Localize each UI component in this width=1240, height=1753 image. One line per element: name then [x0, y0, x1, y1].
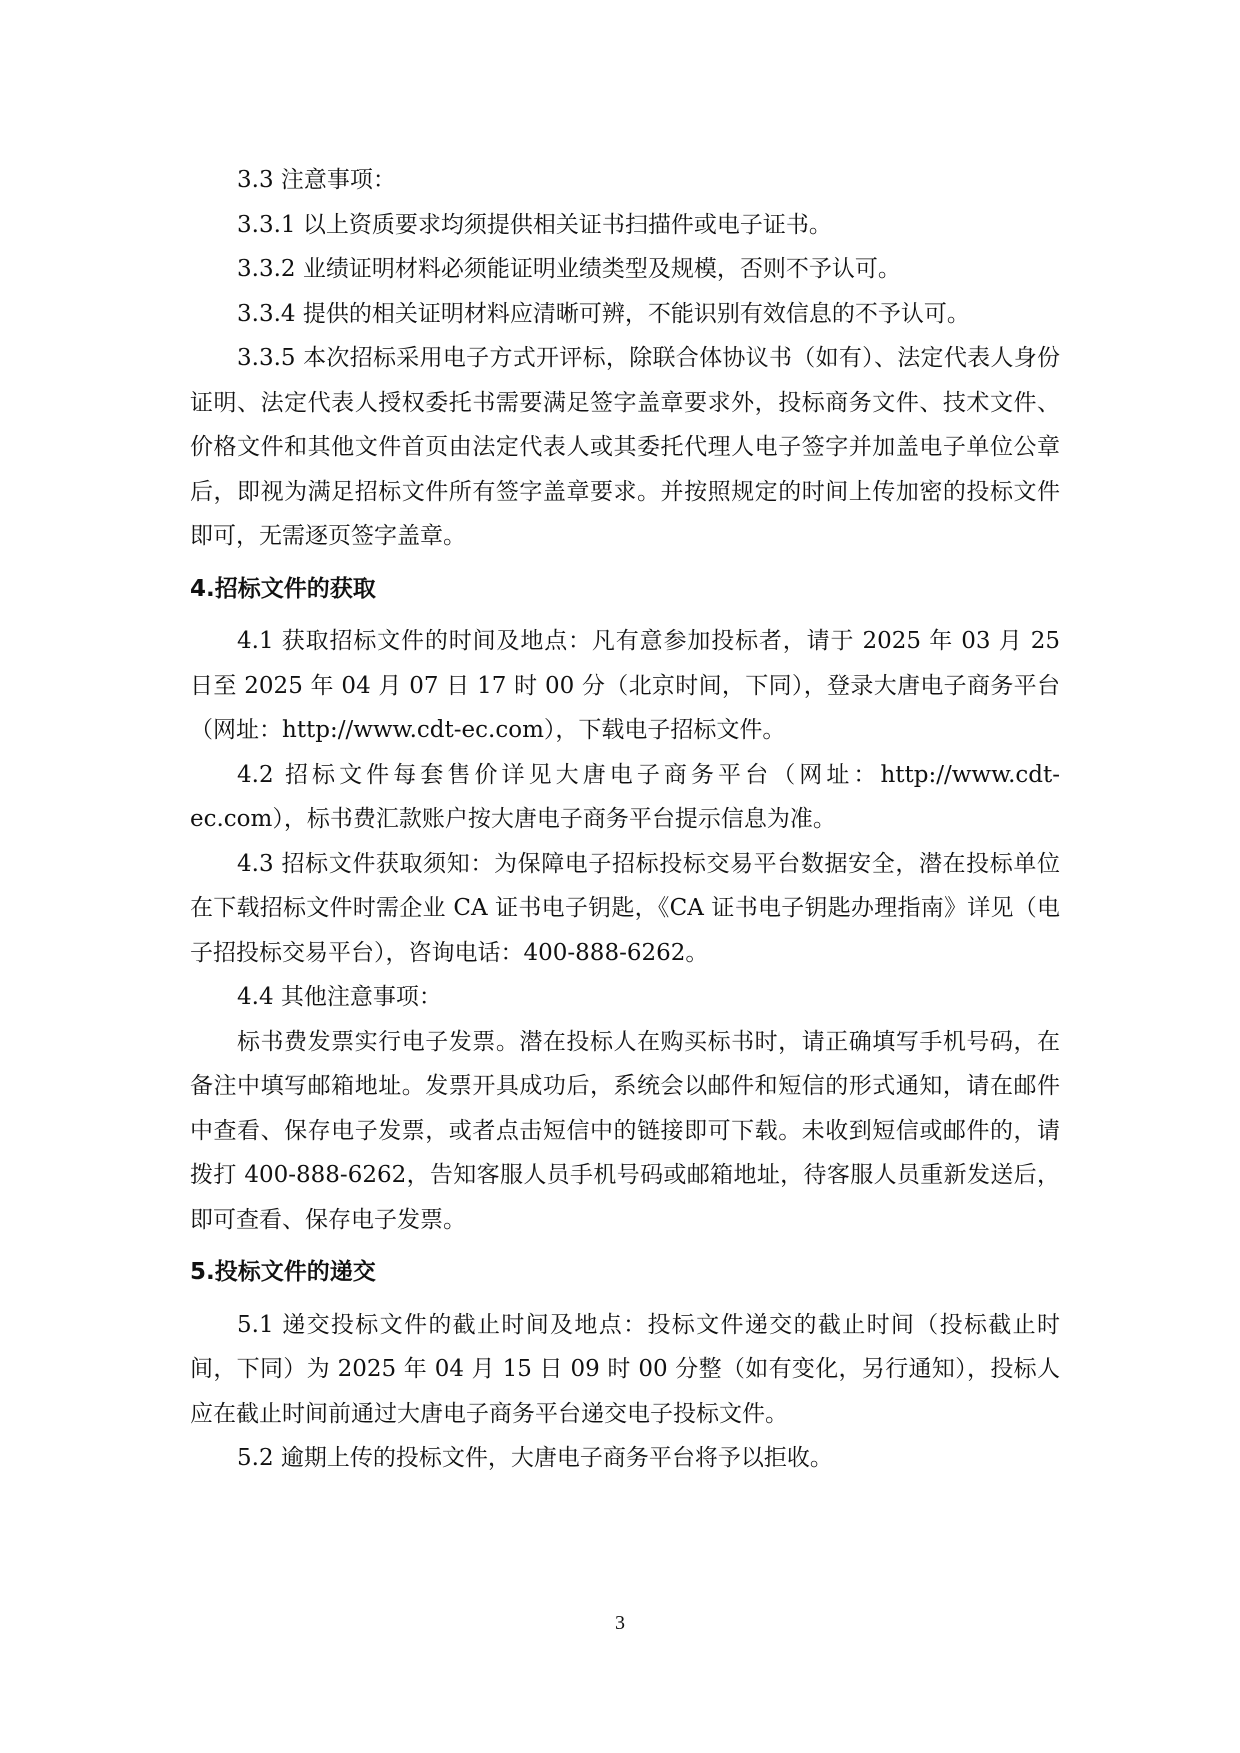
- item-4-4-title: 4.4 其他注意事项：: [237, 984, 442, 1010]
- page-content: [190, 158, 1060, 1481]
- item-4-2: 4.2 招标文件每套售价详见大唐电子商务平台（网址：http://www.cdt-ec.com），标书费汇款账户按大唐电子商务平台提示信息为准。: [190, 761, 1060, 832]
- section-4-heading: 4.招标文件的获取: [190, 575, 376, 602]
- item-4-3: 4.3 招标文件获取须知：为保障电子招标投标交易平台数据安全，潜在投标单位在下载招标文件时需企业 CA 证书电子钥匙，《CA 证书电子钥匙办理指南》详见（电子招投标交易平台），咨询电话：400-888-6262。: [190, 850, 1060, 966]
- item-4-4-body: 标书费发票实行电子发票。潜在投标人在购买标书时，请正确填写手机号码，在备注中填写邮箱地址。发票开具成功后，系统会以邮件和短信的形式通知，请在邮件中查看、保存电子发票，或者点击短信中的链接即可下载。未收到短信或邮件的，请拨打 400-888-6262，告知客服人员手机号码或邮箱地址，待客服人员重新发送后，即可查看、保存电子发票。: [190, 1028, 1060, 1233]
- section-3-3-title: 3.3 注意事项：: [237, 167, 396, 193]
- item-3-3-2: 3.3.2 业绩证明材料必须能证明业绩类型及规模，否则不予认可。: [237, 256, 901, 282]
- item-4-1: 4.1 获取招标文件的时间及地点：凡有意参加投标者，请于 2025 年 03 月 25 日至 2025 年 04 月 07 日 17 时 00 分（北京时间，下同），登录大唐电子商务平台（网址：http://www.cdt-ec.com），下载电子招标文件。: [190, 628, 1060, 743]
- item-3-3-1: 3.3.1 以上资质要求均须提供相关证书扫描件或电子证书。: [237, 211, 832, 238]
- item-3-3-4: 3.3.4 提供的相关证明材料应清晰可辨，不能识别有效信息的不予认可。: [237, 300, 970, 327]
- item-5-1: 5.1 递交投标文件的截止时间及地点：投标文件递交的截止时间（投标截止时间，下同）为 2025 年 04 月 15 日 09 时 00 分整（如有变化，另行通知），投标人应在截止时间前通过大唐电子商务平台递交电子投标文件。: [190, 1311, 1060, 1427]
- section-5-heading: 5.投标文件的递交: [190, 1259, 376, 1285]
- item-3-3-5: 3.3.5 本次招标采用电子方式开评标，除联合体协议书（如有）、法定代表人身份证明、法定代表人授权委托书需要满足签字盖章要求外，投标商务文件、技术文件、价格文件和其他文件首页由法定代表人或其委托代理人电子签字并加盖电子单位公章后，即视为满足招标文件所有签字盖章要求。并按照规定的时间上传加密的投标文件即可，无需逐页签字盖章。: [190, 345, 1060, 549]
- item-5-2: 5.2 逾期上传的投标文件，大唐电子商务平台将予以拒收。: [237, 1445, 833, 1471]
- page-number: 3: [615, 1612, 625, 1634]
